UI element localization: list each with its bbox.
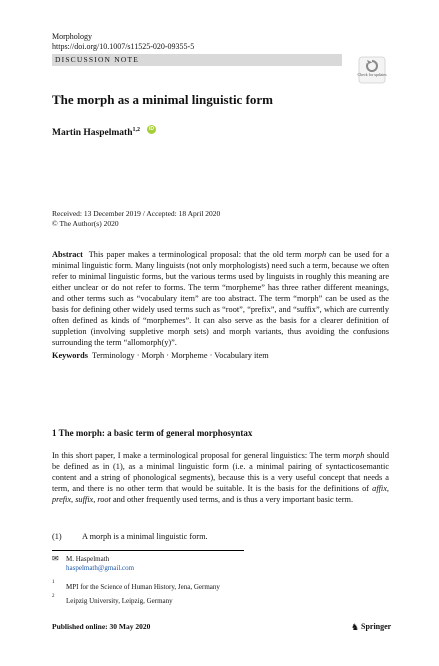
footnote-2-mark: 2 xyxy=(52,594,55,599)
example-number: (1) xyxy=(52,532,62,541)
article-title: The morph as a minimal linguistic form xyxy=(52,92,274,107)
author-name: Martin Haspelmath xyxy=(52,128,133,139)
abstract-text-2: can be used for a minimal linguistic form. Many linguists (not only morphologists) need such a term, because we often refer to minimal linguistic forms, but the various terms used by linguists in roughly this meaning are either unclear or do not refer to forms. The term “morpheme” has three rather different meanings, and other terms such as “vocabulary item” are too abstract. The term “morph” can be used as the basis for defining other widely used terms such as “root”, “prefix”, and “suffix”, which are currently often defined as kinds of “morphemes”. It can also serve as the basis for a clearer definition of suppletion (involving suppletive morph sets) and morph variants, thus avoiding the confusions surrounding the term “allomorph(y)”. xyxy=(52,250,389,347)
separator: , xyxy=(93,495,98,504)
footnote-1: MPI for the Science of Human History, Jena, Germany xyxy=(66,583,220,591)
abstract-text-1: This paper makes a terminological proposal: that the old term xyxy=(88,250,302,259)
abstract-term: morph xyxy=(304,250,327,259)
separator: , xyxy=(71,495,76,504)
abstract xyxy=(52,249,389,348)
footnote-rule xyxy=(52,550,244,551)
author-line xyxy=(52,124,140,139)
affiliation-marks: 1,2 xyxy=(132,127,140,133)
springer-horse-icon: ♞ xyxy=(351,622,360,632)
published-date: Published online: 30 May 2020 xyxy=(52,622,151,631)
orcid-icon[interactable]: iD xyxy=(149,126,154,132)
term-affix: affix xyxy=(372,484,387,493)
term-prefix: prefix xyxy=(52,495,72,504)
contact-email-link[interactable]: haspelmath@gmail.com xyxy=(66,564,135,572)
abstract-label: Abstract xyxy=(52,250,83,259)
doi-link[interactable]: https://doi.org/10.1007/s11525-020-09355-5 xyxy=(52,42,195,51)
check-for-updates-label: Check for updates xyxy=(357,72,387,77)
footnote-1-mark: 1 xyxy=(52,580,55,585)
keywords-text: Terminology · Morph · Morpheme · Vocabulary item xyxy=(91,351,269,360)
copyright-notice: © The Author(s) 2020 xyxy=(52,219,119,228)
body-text-1: In this short paper, I make a terminological proposal for general linguistics: The term xyxy=(52,451,341,460)
footnote-2: Leipzig University, Leipzig, Germany xyxy=(66,597,173,605)
example-text: A morph is a minimal linguistic form. xyxy=(82,532,208,541)
body-text-2: should be defined as in (1), as a minimal linguistic form (i.e. a minimal pairing of syntacticosemantic content and a string of phonological segments), because this is a very useful concept that needs a term, and there is no other term that would be suitable. It is the basis for the definitions of xyxy=(52,451,389,493)
term-root: root xyxy=(97,495,111,504)
body-paragraph xyxy=(52,450,389,505)
section-heading: 1 The morph: a basic term of general morphosyntax xyxy=(52,428,253,438)
contact-name: M. Haspelmath xyxy=(66,555,110,563)
check-for-updates-icon[interactable] xyxy=(358,56,386,84)
keywords-label: Keywords xyxy=(52,351,88,360)
term-suffix: suffix xyxy=(75,495,94,504)
journal-name: Morphology xyxy=(52,32,92,41)
article-dates: Received: 13 December 2019 / Accepted: 18 April 2020 xyxy=(52,209,221,218)
publisher-logo: Springer xyxy=(361,622,392,631)
mail-icon: ✉ xyxy=(52,554,59,563)
separator: , xyxy=(386,484,389,493)
body-term-morph: morph xyxy=(342,451,365,460)
article-type-label: DISCUSSION NOTE xyxy=(55,55,140,64)
keywords xyxy=(52,350,269,361)
body-text-3: and other frequently used terms, and is thus a very important basic term. xyxy=(110,495,354,504)
